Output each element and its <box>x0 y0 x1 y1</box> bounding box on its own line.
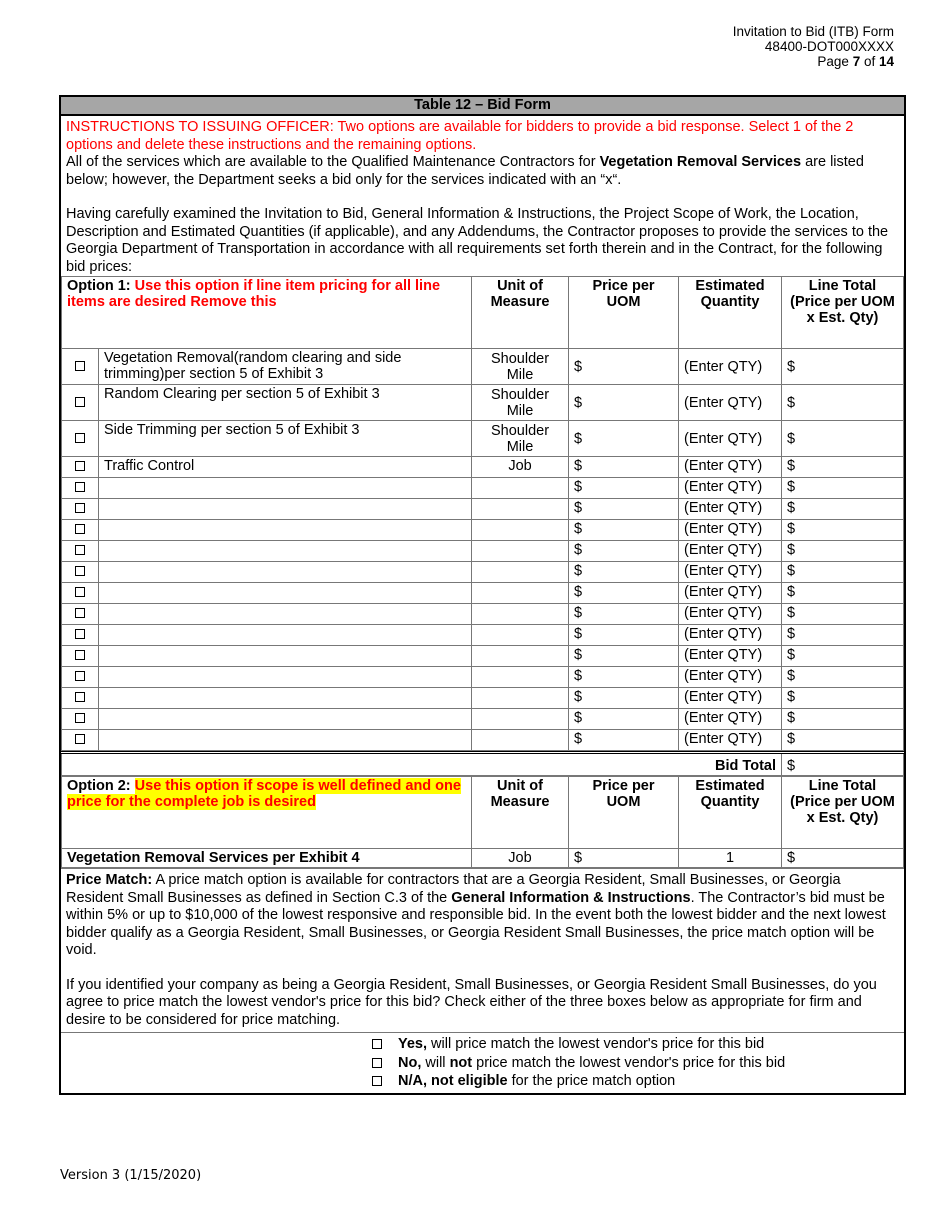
row-price[interactable]: $ <box>569 349 679 385</box>
option-na[interactable] <box>61 1072 904 1091</box>
table-row <box>62 421 904 457</box>
row-price[interactable]: $ <box>569 421 679 457</box>
form-name: Invitation to Bid (ITB) Form <box>732 24 894 39</box>
option2-row <box>62 849 904 868</box>
text: . The Contractor’s bid must be within 5% or up to $10,000 of the lowest responsive and responsible bid. In the event both the lowest bidder and the next lowest bidder qualify as a Georgia Resident, Small Businesses, or Georgia Resident Small Businesses, the price match option will be void. <box>66 889 886 958</box>
row-total[interactable]: $ <box>782 478 904 499</box>
table-row <box>62 604 904 625</box>
bid-total-label: Bid Total <box>62 753 782 776</box>
checkbox[interactable] <box>75 587 85 597</box>
text-bold: Vegetation Removal Services <box>599 154 802 170</box>
table-row <box>62 385 904 421</box>
row-price[interactable]: $ <box>569 562 679 583</box>
services-paragraph <box>66 154 899 189</box>
page-of: of <box>860 54 879 69</box>
issuing-officer-instructions: INSTRUCTIONS TO ISSUING OFFICER: Two options are available for bidders to provide a bid response. Select 1 of the 2 options and delete these instructions and the remaining options. <box>66 119 854 153</box>
row-unit: Job <box>472 457 569 478</box>
page-number <box>733 54 894 69</box>
row-price[interactable]: $ <box>569 667 679 688</box>
row-unit <box>472 667 569 688</box>
row-price[interactable]: $ <box>569 499 679 520</box>
row-price[interactable]: $ <box>569 709 679 730</box>
table-row <box>62 457 904 478</box>
table-row <box>62 583 904 604</box>
row-price[interactable]: $ <box>569 688 679 709</box>
text: Option 1: <box>67 278 135 294</box>
row-desc <box>99 562 472 583</box>
row-unit <box>472 478 569 499</box>
checkbox[interactable] <box>75 650 85 660</box>
checkbox[interactable] <box>75 734 85 744</box>
row-desc <box>99 667 472 688</box>
row-checkbox[interactable] <box>62 709 99 730</box>
row-checkbox[interactable] <box>62 457 99 478</box>
row-desc: Side Trimming per section 5 of Exhibit 3 <box>99 421 472 457</box>
row-unit: Job <box>472 849 569 868</box>
option1-header-row <box>62 277 904 349</box>
checkbox[interactable] <box>75 545 85 555</box>
row-total[interactable]: $ <box>782 520 904 541</box>
text: All of the services which are available to the Qualified Maintenance Contractors for <box>66 154 600 170</box>
price-match-options <box>61 1032 904 1093</box>
page-current: 7 <box>852 54 861 69</box>
row-qty[interactable]: (Enter QTY) <box>679 709 782 730</box>
row-price[interactable]: $ <box>569 520 679 541</box>
row-qty[interactable]: (Enter QTY) <box>679 499 782 520</box>
checkbox[interactable] <box>75 503 85 513</box>
row-price[interactable]: $ <box>569 730 679 751</box>
checkbox[interactable] <box>75 461 85 471</box>
row-unit <box>472 583 569 604</box>
text: will <box>421 1054 450 1071</box>
row-price[interactable]: $ <box>569 849 679 868</box>
text: Option 2: <box>67 778 135 794</box>
row-unit <box>472 499 569 520</box>
row-unit <box>472 646 569 667</box>
page-prefix: Page <box>817 54 853 69</box>
table-row <box>62 478 904 499</box>
row-desc <box>99 583 472 604</box>
row-qty[interactable]: (Enter QTY) <box>679 688 782 709</box>
row-unit <box>472 730 569 751</box>
row-desc <box>99 646 472 667</box>
table-row <box>62 541 904 562</box>
bid-total-value[interactable]: $ <box>782 753 904 776</box>
checkbox[interactable] <box>75 397 85 407</box>
col-unit: Unit of Measure <box>472 777 569 849</box>
row-qty[interactable]: 1 <box>679 849 782 868</box>
row-total[interactable]: $ <box>782 604 904 625</box>
row-unit: Shoulder Mile <box>472 385 569 421</box>
checkbox[interactable] <box>372 1058 382 1068</box>
text-bold: N/A, not eligible <box>398 1073 508 1089</box>
checkbox[interactable] <box>75 692 85 702</box>
table-row <box>62 646 904 667</box>
row-total[interactable]: $ <box>782 541 904 562</box>
row-total[interactable]: $ <box>782 849 904 868</box>
row-desc <box>99 541 472 562</box>
row-checkbox[interactable] <box>62 541 99 562</box>
row-unit <box>472 520 569 541</box>
row-checkbox[interactable] <box>62 478 99 499</box>
option1-table <box>61 276 904 751</box>
row-qty[interactable]: (Enter QTY) <box>679 667 782 688</box>
text-red: Use this option if line item pricing for all line items are desired Remove this <box>67 278 441 310</box>
bid-total-row <box>61 751 904 776</box>
page-total: 14 <box>878 54 894 69</box>
col-total: Line Total (Price per UOM x Est. Qty) <box>782 777 904 849</box>
row-qty[interactable]: (Enter QTY) <box>679 541 782 562</box>
row-unit: Shoulder Mile <box>472 421 569 457</box>
row-total[interactable]: $ <box>782 457 904 478</box>
row-qty[interactable]: (Enter QTY) <box>679 385 782 421</box>
table-title: Table 12 – Bid Form <box>61 97 904 116</box>
col-total: Line Total (Price per UOM x Est. Qty) <box>782 277 904 349</box>
row-checkbox[interactable] <box>62 625 99 646</box>
row-qty[interactable]: (Enter QTY) <box>679 625 782 646</box>
checkbox[interactable] <box>372 1039 382 1049</box>
price-match-question: If you identified your company as being a Georgia Resident, Small Businesses, or Georgia Resident Small Businesses, do you agree to price match the lowest vendor's price for this bid? Check either of the three boxes below as appropriate for firm and desire to be considered for price matching. <box>66 976 877 1028</box>
row-desc <box>99 688 472 709</box>
row-total[interactable]: $ <box>782 562 904 583</box>
row-price[interactable]: $ <box>569 457 679 478</box>
row-total[interactable]: $ <box>782 421 904 457</box>
row-qty[interactable]: (Enter QTY) <box>679 349 782 385</box>
option1-label <box>62 277 472 349</box>
col-price: Price per UOM <box>569 277 679 349</box>
row-checkbox[interactable] <box>62 730 99 751</box>
row-price[interactable]: $ <box>569 385 679 421</box>
bid-form-table <box>59 95 906 1095</box>
row-total[interactable]: $ <box>782 499 904 520</box>
row-desc: Vegetation Removal(random clearing and side trimming)per section 5 of Exhibit 3 <box>99 349 472 385</box>
row-total[interactable]: $ <box>782 667 904 688</box>
table-row <box>62 730 904 751</box>
row-unit <box>472 541 569 562</box>
row-desc <box>99 709 472 730</box>
option-yes[interactable] <box>61 1035 904 1054</box>
table-row <box>62 562 904 583</box>
checkbox[interactable] <box>75 608 85 618</box>
row-total[interactable]: $ <box>782 583 904 604</box>
text: are listed below; however, the Department seeks a bid only for the services indicated with an “x“. <box>66 154 864 188</box>
row-price[interactable]: $ <box>569 541 679 562</box>
row-desc: Random Clearing per section 5 of Exhibit 3 <box>99 385 472 421</box>
text-bold: not <box>449 1054 473 1071</box>
table-row <box>62 499 904 520</box>
checkbox[interactable] <box>75 713 85 723</box>
row-total[interactable]: $ <box>782 646 904 667</box>
checkbox[interactable] <box>75 671 85 681</box>
row-unit <box>472 688 569 709</box>
row-unit <box>472 604 569 625</box>
table-row <box>62 709 904 730</box>
instructions <box>61 116 904 276</box>
row-desc <box>99 478 472 499</box>
option2-header-row <box>62 777 904 849</box>
text-bold: Yes, <box>398 1036 428 1052</box>
text: price match the lowest vendor's price for this bid <box>472 1054 786 1071</box>
row-desc <box>99 604 472 625</box>
row-desc <box>99 520 472 541</box>
row-desc: Vegetation Removal Services per Exhibit 4 <box>62 849 472 868</box>
option2-label <box>62 777 472 849</box>
row-unit <box>472 562 569 583</box>
row-desc: Traffic Control <box>99 457 472 478</box>
option2-table <box>61 776 904 868</box>
row-desc <box>99 625 472 646</box>
row-price[interactable]: $ <box>569 625 679 646</box>
row-checkbox[interactable] <box>62 349 99 385</box>
row-qty[interactable]: (Enter QTY) <box>679 520 782 541</box>
row-price[interactable]: $ <box>569 478 679 499</box>
row-unit <box>472 709 569 730</box>
row-price[interactable]: $ <box>569 583 679 604</box>
option-no[interactable] <box>61 1054 904 1073</box>
col-price: Price per UOM <box>569 777 679 849</box>
row-qty[interactable]: (Enter QTY) <box>679 562 782 583</box>
row-unit: Shoulder Mile <box>472 349 569 385</box>
text: will price match the lowest vendor's price for this bid <box>427 1036 765 1052</box>
table-row <box>62 349 904 385</box>
row-unit <box>472 625 569 646</box>
row-qty[interactable]: (Enter QTY) <box>679 421 782 457</box>
text-bold: General Information & Instructions <box>451 889 691 906</box>
col-unit: Unit of Measure <box>472 277 569 349</box>
table-row <box>62 667 904 688</box>
checkbox[interactable] <box>372 1076 382 1086</box>
row-checkbox[interactable] <box>62 667 99 688</box>
row-price[interactable]: $ <box>569 604 679 625</box>
version-footer: Version 3 (1/15/2020) <box>60 1168 202 1183</box>
row-qty[interactable]: (Enter QTY) <box>679 604 782 625</box>
row-total[interactable]: $ <box>782 709 904 730</box>
table-row <box>62 520 904 541</box>
row-qty[interactable]: (Enter QTY) <box>679 646 782 667</box>
table-row <box>62 688 904 709</box>
row-qty[interactable]: (Enter QTY) <box>679 457 782 478</box>
row-checkbox[interactable] <box>62 499 99 520</box>
text: A price match option is available for contractors that are a Georgia Resident, Small Businesses, or Georgia Resident Small Businesses as defined in Section C.3 of the <box>66 872 841 906</box>
row-total[interactable]: $ <box>782 688 904 709</box>
price-match-paragraph <box>66 872 899 960</box>
row-total[interactable]: $ <box>782 625 904 646</box>
checkbox[interactable] <box>75 482 85 492</box>
row-price[interactable]: $ <box>569 646 679 667</box>
col-qty: Estimated Quantity <box>679 277 782 349</box>
text-highlight: Use this option if scope is well defined and one price for the complete job is desired <box>67 778 461 810</box>
row-desc <box>99 499 472 520</box>
row-qty[interactable]: (Enter QTY) <box>679 730 782 751</box>
text: for the price match option <box>507 1073 676 1089</box>
row-total[interactable]: $ <box>782 385 904 421</box>
col-qty: Estimated Quantity <box>679 777 782 849</box>
checkbox[interactable] <box>75 361 85 371</box>
row-checkbox[interactable] <box>62 646 99 667</box>
row-checkbox[interactable] <box>62 583 99 604</box>
row-qty[interactable]: (Enter QTY) <box>679 478 782 499</box>
price-match-section <box>61 868 904 1032</box>
row-checkbox[interactable] <box>62 604 99 625</box>
row-total[interactable]: $ <box>782 730 904 751</box>
row-checkbox[interactable] <box>62 562 99 583</box>
row-desc <box>99 730 472 751</box>
text-bold: Price Match: <box>66 872 153 888</box>
row-checkbox[interactable] <box>62 385 99 421</box>
row-checkbox[interactable] <box>62 520 99 541</box>
checkbox[interactable] <box>75 524 85 534</box>
checkbox[interactable] <box>75 629 85 639</box>
table-row <box>62 625 904 646</box>
proposal-paragraph: Having carefully examined the Invitation to Bid, General Information & Instructions, the Project Scope of Work, the Location, Description and Estimated Quantities (if applicable), and any Addendums, the Contractor proposes to provide the services to the Georgia Department of Transportation in accordance with all requirements set forth therein and in the Contract, for the following bid prices: <box>66 206 889 275</box>
row-total[interactable]: $ <box>782 349 904 385</box>
text-bold: No, <box>398 1054 422 1071</box>
row-qty[interactable]: (Enter QTY) <box>679 583 782 604</box>
row-checkbox[interactable] <box>62 688 99 709</box>
checkbox[interactable] <box>75 433 85 443</box>
form-number: 48400-DOT000XXXX <box>764 39 894 54</box>
row-checkbox[interactable] <box>62 421 99 457</box>
document-header <box>733 24 894 69</box>
checkbox[interactable] <box>75 566 85 576</box>
